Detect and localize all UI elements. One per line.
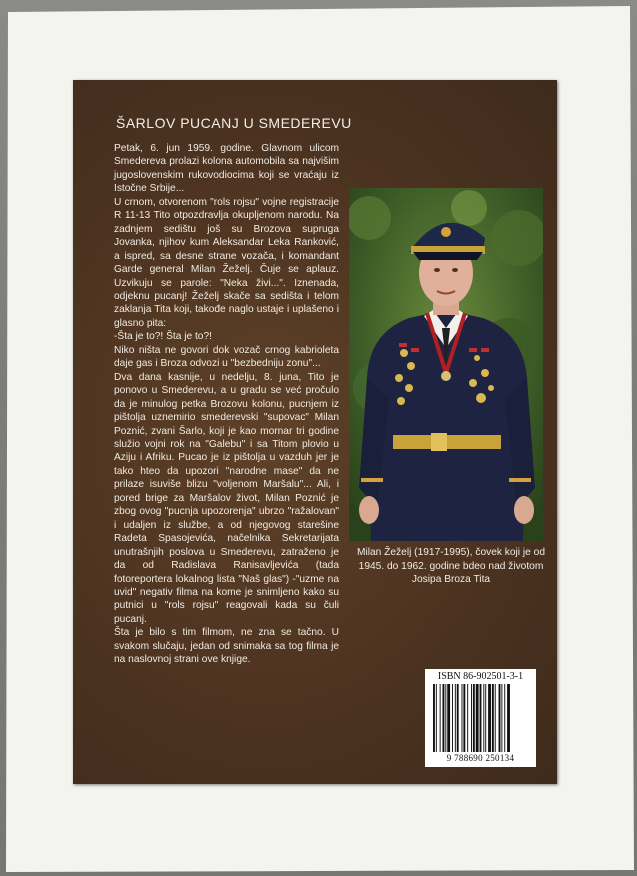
isbn-number: ISBN 86-902501-3-1 [437,671,524,682]
officer-portrait-illustration [349,188,543,541]
blurb-paragraph-3: -Šta je to?! Šta je to?! [114,331,212,343]
blurb-paragraph-5: Dva dana kasnije, u nedelju, 8. juna, Tito je ponovo u Smederevu, a u gradu se već pročulo da je minulog petka Brozovu kolonu, pucnjem iz pištolja uznemirio smederevski "supovac" Milan Poznić, zvani Šarlo, koji je kao mornar tri godine služio vojni rok na "Galebu" i sa Titom plovio u Aziju i Afriku. Pucao je iz pištolja u vazduh jer je tako hteo da upozori "narodne mase" da ne prilaze isuviše blizu "voljenom Maršalu"... Ali, i pored brige za Maršalov život, Milan Poznić je zbog ovog "pucnja upozorenja" ubrzo "ražalovan" i udaljen iz službe, a od njegovog starešine Radeta Spasojevića, načelnika Sekretarijata unutrašnjih poslova u Smederevu, zatraženo je da od Radislava Ranisavljevića (tada fotoreportera lokalnog lista "Naš glas") -"uzme na uvid" negativ filma na kome je snimljeno kako su putnici u "rols rojsu" reagovali kada su čuli pucanj. [114,371,339,625]
blurb-paragraph-2: U crnom, otvorenom "rols rojsu" vojne registracije R 11-13 Tito otpozdravlja okupljenom narodu. Na zadnjem sedištu još su Brozova supruga Jovanka, njihov kum Aleksandar Leka Ranković, a ispred, sa desne strane vozača, i komandant Garde general Milan Žeželj. Čuje se aplauz. Uzvikuju se parole: "Neka živi...". Iznenada, odjeknu pucanj! Žeželj skače sa sedišta i telom zaklanja Tita koji, takođe naglo ustaje i uplašeno i glasno pita: [114,196,339,329]
blurb-paragraph-4: Niko ništa ne govori dok vozač crnog kabrioleta daje gas i Broza odvozi u "bezbedniju zonu"... [114,344,339,370]
isbn-barcode [425,669,536,767]
portrait-photo [349,188,543,541]
photo-caption: Milan Žeželj (1917-1995), čovek koji je od 1945. do 1962. godine bdeo nad životom Josipa Broza Tita [357,547,545,586]
book-back-cover [73,80,557,784]
blurb-text [114,142,339,667]
blurb-paragraph-1: Petak, 6. jun 1959. godine. Glavnom ulicom Smedereva prolazi kolona automobila sa najvišim jugoslovenskim rukovodiocima koji se vraćaju iz Istočne Srbije... [114,143,339,195]
book-title: ŠARLOV PUCANJ U SMEDEREVU [116,115,352,131]
blurb-paragraph-6: Šta je bilo s tim filmom, ne zna se tačno. U svakom slučaju, jedan od snimaka sa tog filma je na naslovnoj strani ove knjige. [114,627,339,666]
barcode-digits: 9 788690 250134 [446,753,515,763]
